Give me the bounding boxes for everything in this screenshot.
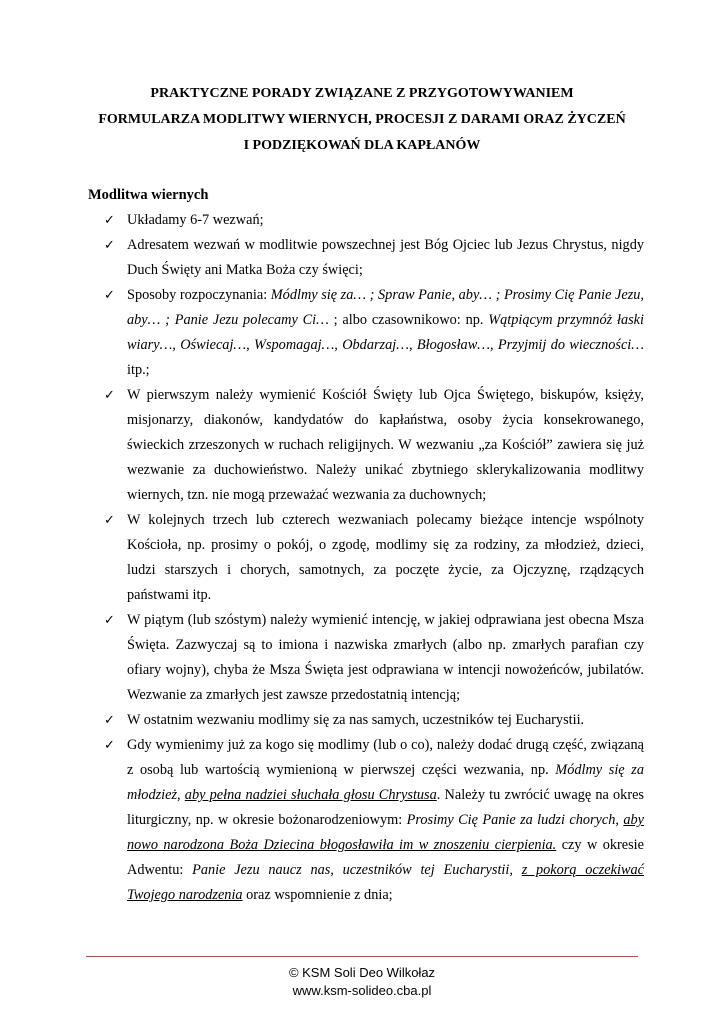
item-text: ; albo czasownikowo: np. (328, 312, 489, 328)
title-line-3: I PODZIĘKOWAŃ DLA KAPŁANÓW (243, 138, 481, 153)
title-line-1: PRAKTYCZNE PORADY ZWIĄZANE Z PRZYGOTOWYWANIEM (150, 86, 574, 101)
item-italic: Prosimy Cię Panie za ludzi chorych, (406, 812, 624, 828)
footer-rule (86, 956, 638, 957)
checkmark-icon: ✓ (104, 738, 115, 753)
list-item (88, 608, 644, 708)
checkmark-icon: ✓ (104, 238, 115, 253)
item-italic: Módlmy się za… ; Spraw Panie, aby… ; Prosimy Cię Panie Jezu, aby… ; Panie Jezu polecamy Ci… (127, 287, 644, 328)
list-item (88, 508, 644, 608)
item-text: W kolejnych trzech lub czterech wezwaniach polecamy bieżące intencje wspólnoty Kościoła, np. prosimy o pokój, o zgodę, modlimy się za rodziny, za młodzież, dzieci, ludzi starszych i chorych, samotnych, za poczęte życie, za Ojczyznę, rządzących państwami itp. (127, 512, 644, 603)
item-text: czy w okresie Adwentu: (127, 837, 644, 878)
list-item (88, 733, 644, 908)
item-italic: Panie Jezu naucz nas, uczestników tej Eucharystii, (192, 862, 522, 878)
item-text: Sposoby rozpoczynania: (127, 287, 271, 303)
item-text: W pierwszym należy wymienić Kościół Święty lub Ojca Świętego, biskupów, księży, misjonarzy, diakonów, kandydatów do kapłaństwa, osoby życia konsekrowanego, świeckich zrzeszonych w ruchach religijnych. W wezwaniu „za Kościół” zawiera się już wezwanie za duchowieństwo. Należy unikać zbytniego sklerykalizowania modlitwy wiernych, tzn. nie mogą przeważać wezwania za duchownych; (127, 387, 644, 503)
item-text: W ostatnim wezwaniu modlimy się za nas samych, uczestników tej Eucharystii. (127, 712, 585, 728)
item-italic-underlined: aby nowo narodzona Boża Dziecina błogosławiła im w znoszeniu cierpienia. (127, 812, 645, 853)
list-item (88, 208, 644, 233)
checkmark-icon: ✓ (104, 613, 115, 628)
footer-copyright: © KSM Soli Deo Wilkołaz (288, 965, 436, 980)
checkmark-icon: ✓ (104, 513, 115, 528)
checkmark-icon: ✓ (104, 713, 115, 728)
checkmark-icon: ✓ (104, 213, 115, 228)
item-italic: Wątpiącym przymnóż łaski wiary…, Oświecaj…, Wspomagaj…, Obdarzaj…, Błogosław…, Przyjmij do wieczności… (127, 312, 644, 353)
item-text: itp.; (127, 362, 150, 378)
footer-website: www.ksm-solideo.cba.pl (292, 983, 432, 998)
item-text: W piątym (lub szóstym) należy wymienić intencję, w jakiej odprawiana jest obecna Msza Święta. Zazwyczaj są to imiona i nazwiska zmarłych (albo np. zmarłych parafian czy ofiary wojny), chyba że Msza Święta jest odprawiana w intencji nowożeńców, jubilatów. Wezwanie za zmarłych jest zawsze przedostatnią intencją; (127, 612, 644, 703)
page-footer (80, 964, 644, 1000)
list-item (88, 283, 644, 383)
list-item (88, 708, 644, 733)
item-italic: Módlmy się za młodzież, (127, 762, 644, 803)
item-text: oraz wspomnienie z dnia; (242, 887, 393, 903)
item-text: Adresatem wezwań w modlitwie powszechnej jest Bóg Ojciec lub Jezus Chrystus, nigdy Duch Święty ani Matka Boża czy święci; (127, 237, 644, 278)
checkmark-icon: ✓ (104, 388, 115, 403)
document-title (80, 81, 644, 159)
item-text: Gdy wymienimy już za kogo się modlimy (lub o co), należy dodać drugą część, związaną z osobą lub wartością wymienioną w pierwszej części wezwania, np. (127, 737, 644, 778)
item-text: Układamy 6-7 wezwań; (127, 212, 264, 228)
list-item (88, 383, 644, 508)
item-italic-underlined: aby pełna nadziei słuchała głosu Chrystusa (184, 787, 437, 803)
checkmark-icon: ✓ (104, 288, 115, 303)
list-item (88, 233, 644, 283)
bullet-list (88, 208, 644, 908)
item-text: . Należy tu zwrócić uwagę na okres liturgiczny, np. w okresie bożonarodzeniowym: (127, 787, 644, 828)
section-heading: Modlitwa wiernych (88, 187, 209, 203)
title-line-2: FORMULARZA MODLITWY WIERNYCH, PROCESJI Z DARAMI ORAZ ŻYCZEŃ (98, 112, 626, 127)
item-italic-underlined: z pokorą oczekiwać Twojego narodzenia (127, 862, 644, 903)
